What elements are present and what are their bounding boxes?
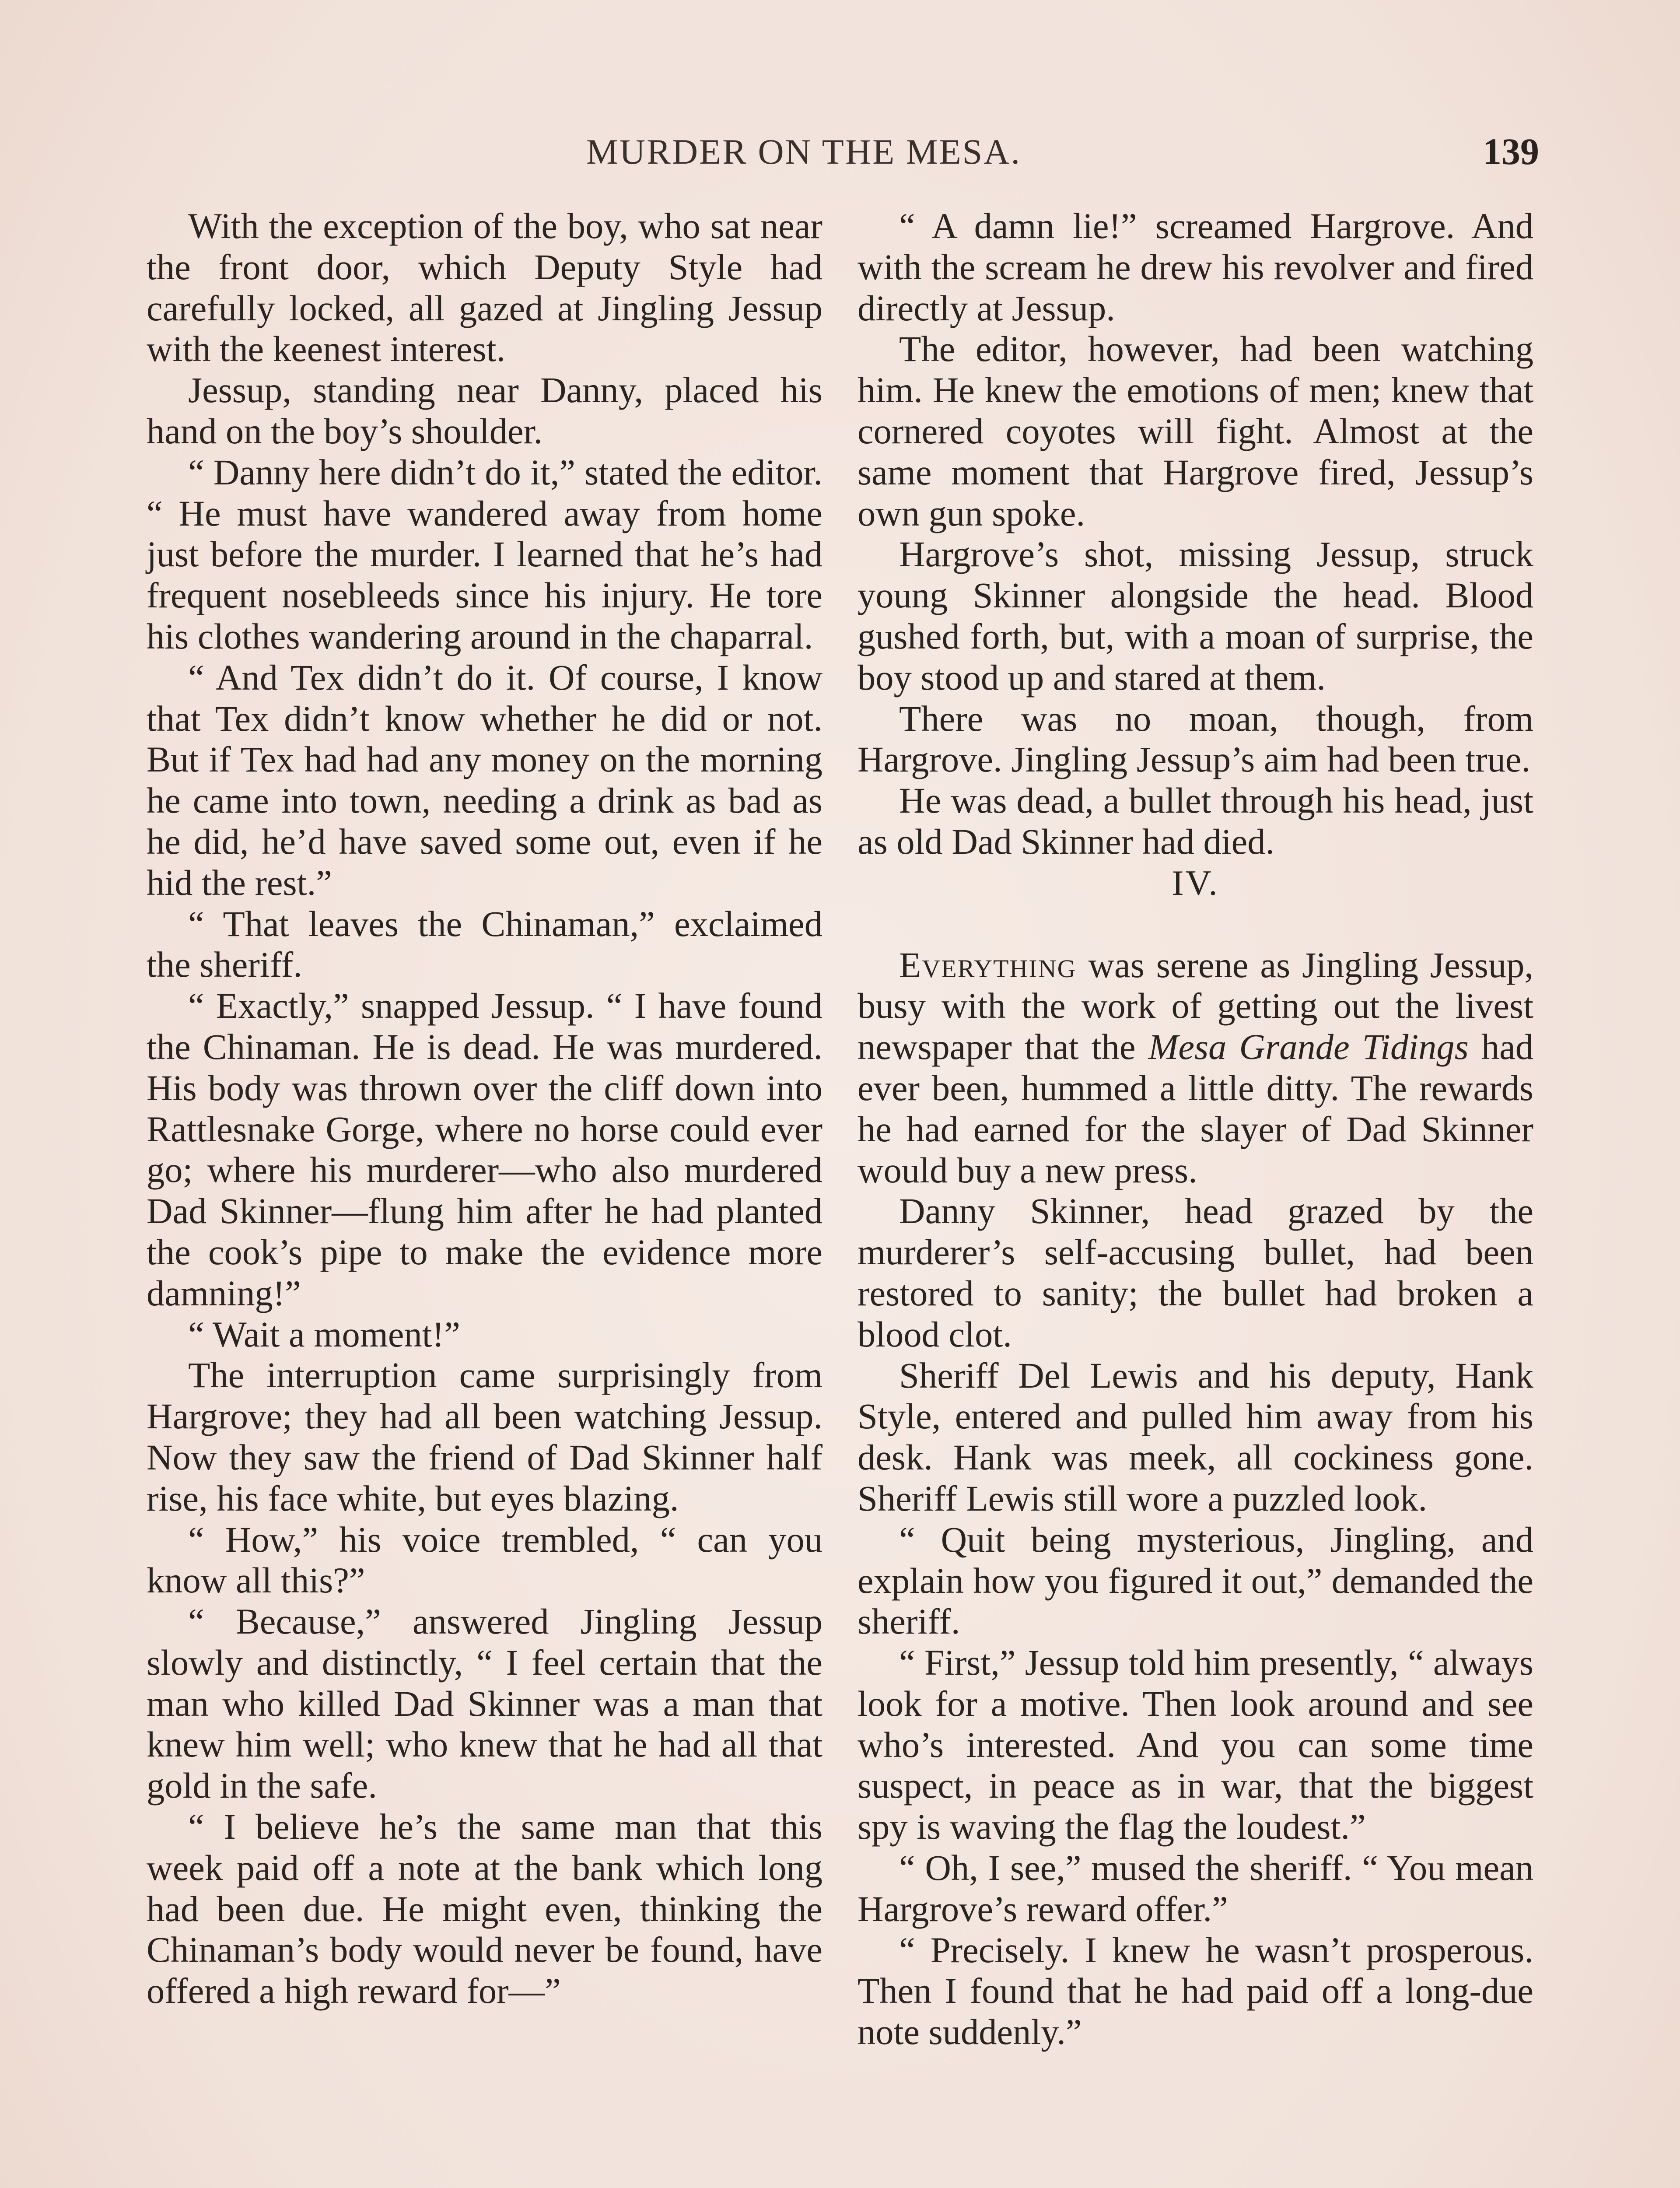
section-opening-paragraph xyxy=(858,945,1533,1191)
paragraph: “ And Tex didn’t do it. Of course, I know that Tex didn’t know whether he did or not. But if Tex had had any money on the morning he came into town, needing a drink as bad as he did, he’d have saved some out, even if he hid the rest.” xyxy=(147,657,822,903)
paragraph: “ Exactly,” snapped Jessup. “ I have found the Chinaman. He is dead. He was murdered. His body was thrown over the cliff down into Rattlesnake Gorge, where no horse could ever go; where his murderer—who also murdered Dad Skinner—flung him after he had planted the cook’s pipe to make the evidence more damning!” xyxy=(147,985,822,1313)
paragraph: “ A damn lie!” screamed Hargrove. And with the scream he drew his revolver and fired directly at Jessup. xyxy=(858,206,1533,328)
section-heading: IV. xyxy=(1172,863,1219,903)
paragraph: Jessup, standing near Danny, placed his hand on the boy’s shoulder. xyxy=(147,370,822,451)
newspaper-name: Mesa Grande Tidings xyxy=(1148,1027,1469,1067)
paragraph: “ I believe he’s the same man that this week paid off a note at the bank which long had been due. He might even, thinking the Chinaman’s body would never be found, have offered a high reward for—” xyxy=(147,1806,822,2011)
left-column xyxy=(147,206,822,2012)
page-number: 139 xyxy=(1483,130,1539,172)
paragraph: “ Quit being mysterious, Jingling, and explain how you figured it out,” demanded the sheriff. xyxy=(858,1519,1533,1642)
paragraph: With the exception of the boy, who sat near the front door, which Deputy Style had carefully locked, all gazed at Jingling Jessup with the keenest interest. xyxy=(147,206,822,369)
running-title: MURDER ON THE MESA. xyxy=(586,132,1021,172)
paragraph: “ Oh, I see,” mused the sheriff. “ You mean Hargrove’s reward offer.” xyxy=(858,1848,1533,1929)
opening-word: Everything xyxy=(899,944,1077,985)
paragraph: There was no moan, though, from Hargrove. Jingling Jessup’s aim had been true. xyxy=(858,698,1533,780)
paragraph: “ Wait a moment!” xyxy=(188,1314,460,1354)
paragraph: “ Precisely. I knew he wasn’t prosperous. Then I found that he had paid off a long-due note suddenly.” xyxy=(858,1929,1533,2052)
paragraph: The editor, however, had been watching him. He knew the emotions of men; knew that cornered coyotes will fight. Almost at the same moment that Hargrove fired, Jessup’s own gun spoke. xyxy=(858,329,1533,533)
paragraph: “ Because,” answered Jingling Jessup slowly and distinctly, “ I feel certain that the man who killed Dad Skinner was a man that knew him well; who knew that he had all that gold in the safe. xyxy=(147,1601,822,1806)
opening-text: was serene as Jingling Jessup, busy with the work of getting out the livest newspaper that the xyxy=(858,944,1533,1067)
paragraph: Sheriff Del Lewis and his deputy, Hank Style, entered and pulled him away from his desk. Hank was meek, all cockiness gone. Sheriff Lewis still wore a puzzled look. xyxy=(858,1355,1533,1518)
paragraph: “ Danny here didn’t do it,” stated the editor. “ He must have wandered away from home just before the murder. I learned that he’s had frequent nosebleeds since his injury. He tore his clothes wandering around in the chaparral. xyxy=(147,452,822,656)
paragraph: Danny Skinner, head grazed by the murderer’s self-accusing bullet, had been restored to sanity; the bullet had broken a blood clot. xyxy=(858,1191,1533,1354)
paragraph: “ First,” Jessup told him presently, “ always look for a motive. Then look around and see who’s interested. And you can some time suspect, in peace as in war, that the biggest spy is waving the flag the loudest.” xyxy=(858,1642,1533,1847)
paragraph: “ How,” his voice trembled, “ can you know all this?” xyxy=(147,1519,822,1601)
opening-text-continued: had ever been, hummed a little ditty. The rewards he had earned for the slayer of Dad Skinner would buy a new press. xyxy=(858,1027,1534,1190)
paragraph: He was dead, a bullet through his head, just as old Dad Skinner had died. xyxy=(858,780,1533,862)
paragraph: Hargrove’s shot, missing Jessup, struck young Skinner alongside the head. Blood gushed forth, but, with a moan of surprise, the boy stood up and stared at them. xyxy=(858,534,1533,698)
paragraph: The interruption came surprisingly from Hargrove; they had all been watching Jessup. Now they saw the friend of Dad Skinner half rise, his face white, but eyes blazing. xyxy=(147,1355,822,1518)
paragraph: “ That leaves the Chinaman,” exclaimed the sheriff. xyxy=(147,903,822,985)
right-column xyxy=(858,206,1533,2053)
